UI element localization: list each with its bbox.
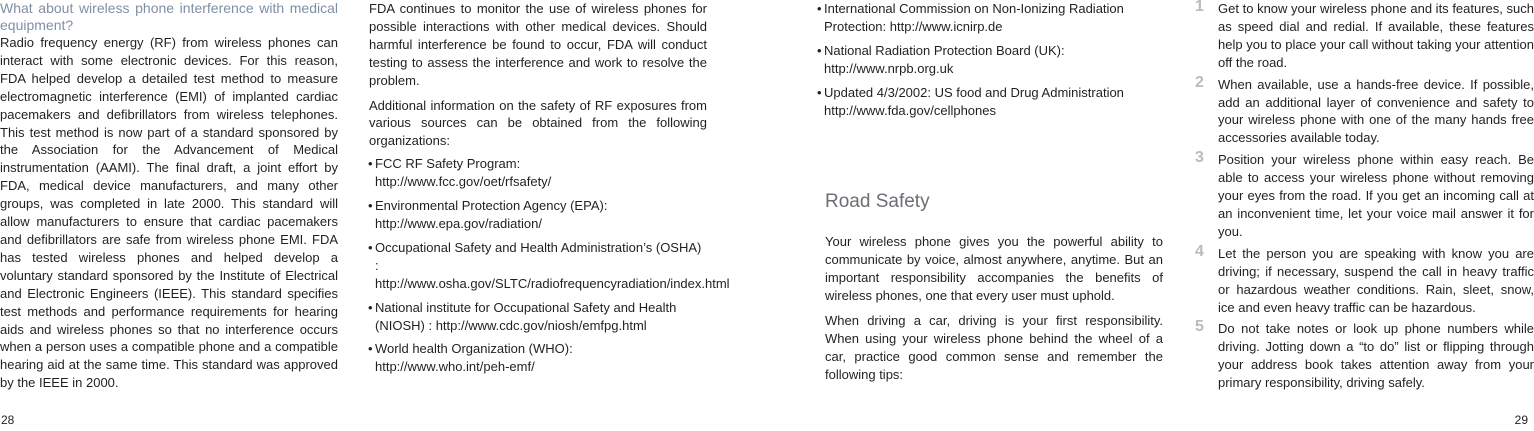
column-medical-interference — [0, 0, 338, 392]
tip-text: Do not take notes or look up phone numbers while driving. Jotting down a “to do” list or flipping through your address book takes attention away from your primary responsibility, driving safely. — [1218, 321, 1534, 391]
org-name: National institute for Occupational Safety and Health (NIOSH) : — [375, 299, 677, 333]
tip-text: When available, use a hands-free device. If possible, add an additional layer of convenience and safety to your wireless phone with one of the many hands free accessories available today. — [1218, 76, 1534, 146]
body-paragraph: Additional information on the safety of RF exposures from various sources can be obtained from the following organizations: — [369, 97, 707, 149]
bullet-icon: • — [368, 299, 373, 315]
org-name: World health Organization (WHO): — [375, 341, 573, 357]
tip-number: 3 — [1195, 149, 1204, 167]
tip-item — [1183, 0, 1534, 72]
bullet-icon: • — [368, 198, 373, 214]
tip-item — [1183, 242, 1534, 317]
tip-text: Get to know your wireless phone and its features, such as speed dial and redial. If available, these features help you to place your call without taking your attention off the road. — [1218, 1, 1534, 70]
column-road-safety — [818, 0, 1163, 384]
org-url: http://www.fcc.gov/oet/rfsafety/ — [375, 174, 552, 190]
org-url: http://www.nrpb.org.uk — [824, 60, 954, 76]
column-driving-tips — [1183, 0, 1534, 396]
list-item — [369, 299, 707, 335]
column-fda-resources — [368, 0, 730, 382]
body-paragraph: Your wireless phone gives you the powerful ability to communicate by voice, almost anywhere, anytime. But an important responsibility accompanies the benefits of wireless phones, one that every user must uphold. — [825, 234, 1163, 304]
bullet-icon: • — [368, 156, 373, 172]
org-url: http://www.cdc.gov/niosh/emfpg.html — [435, 317, 647, 333]
page-number-left: 28 — [1, 413, 15, 427]
bullet-icon: • — [368, 239, 373, 255]
list-item — [368, 239, 730, 293]
tip-item — [1183, 151, 1534, 241]
org-url: http://www.fda.gov/cellphones — [824, 102, 996, 118]
list-item — [818, 0, 1163, 36]
org-name: International Commission on Non-Ionizing Radiation Protection: — [824, 1, 1124, 34]
org-name: National Radiation Protection Board (UK): — [824, 42, 1065, 58]
list-item — [369, 155, 707, 191]
tip-text: Let the person you are speaking with know you are driving; if necessary, suspend the call in heavy traffic or hazardous weather conditions. Rain, sleet, snow, ice and even heavy traffic can be hazardous. — [1218, 245, 1534, 315]
tips-list — [1183, 0, 1534, 392]
list-item — [818, 42, 1163, 78]
bullet-icon: • — [817, 84, 822, 100]
org-name: Updated 4/3/2002: US food and Drug Administration — [824, 84, 1124, 100]
section-title: Road Safety — [825, 191, 930, 213]
org-url: http://www.icnirp.de — [889, 18, 1003, 34]
tip-number: 5 — [1195, 318, 1204, 336]
question-heading: What about wireless phone interference with medical equipment? — [0, 0, 338, 33]
tip-item — [1183, 73, 1534, 148]
org-name: Occupational Safety and Health Administration’s (OSHA) : — [375, 239, 702, 273]
org-url: http://www.epa.gov/radiation/ — [375, 215, 542, 231]
body-paragraph: FDA continues to monitor the use of wireless phones for possible interactions with other medical devices. Should harmful interference be found to occur, FDA will conduct testing to assess the interference and work to resolve the problem. — [369, 1, 707, 88]
tip-number: 4 — [1195, 242, 1204, 260]
organization-list — [368, 155, 730, 376]
bullet-icon: • — [368, 341, 373, 357]
bullet-icon: • — [817, 1, 822, 16]
body-paragraph: Radio frequency energy (RF) from wireless phones can interact with some electronic devices. For this reason, FDA helped develop a detailed test method to measure electromagnetic interference (EMI) of implanted cardiac pacemakers and defibrillators from wireless telephones. This test method is now part of a standard sponsored by the Association for the Advancement of Medical instrumentation (AAMI). The final draft, a joint effort by FDA, medical device manufacturers, and many other groups, was completed in late 2000. This standard will allow manufacturers to ensure that cardiac pacemakers and defibrillators are safe from wireless phone EMI. FDA has tested wireless phones and helped develop a voluntary standard sponsored by the Institute of Electrical and Electronic Engineers (IEEE). This standard specifies test methods and performance requirements for hearing aids and wireless phones so that no interference occurs when a person uses a compatible phone and a compatible hearing aid at the same time. This standard was approved by the IEEE in 2000. — [0, 35, 338, 391]
list-item — [369, 197, 707, 233]
tip-number: 2 — [1195, 73, 1204, 91]
org-url: http://www.who.int/peh-emf/ — [375, 359, 535, 375]
tip-number: 1 — [1195, 0, 1204, 15]
bullet-icon: • — [817, 42, 822, 58]
org-name: FCC RF Safety Program: — [375, 156, 521, 172]
body-paragraph: When driving a car, driving is your first responsibility. When using your wireless phone behind the wheel of a car, practice good common sense and remember the following tips: — [825, 313, 1163, 382]
list-item — [369, 340, 707, 376]
org-name: Environmental Protection Agency (EPA): — [375, 198, 608, 214]
org-url: http://www.osha.gov/SLTC/radiofrequencyradiation/index.html — [375, 275, 730, 291]
list-item — [818, 84, 1163, 120]
page-number-right: 29 — [1514, 413, 1528, 427]
tip-text: Position your wireless phone within easy reach. Be able to access your wireless phone without removing your eyes from the road. If you get an incoming call at an inconvenient time, let your voice mail answer it for you. — [1218, 152, 1534, 239]
tip-item — [1183, 320, 1534, 392]
organization-list — [818, 0, 1163, 119]
